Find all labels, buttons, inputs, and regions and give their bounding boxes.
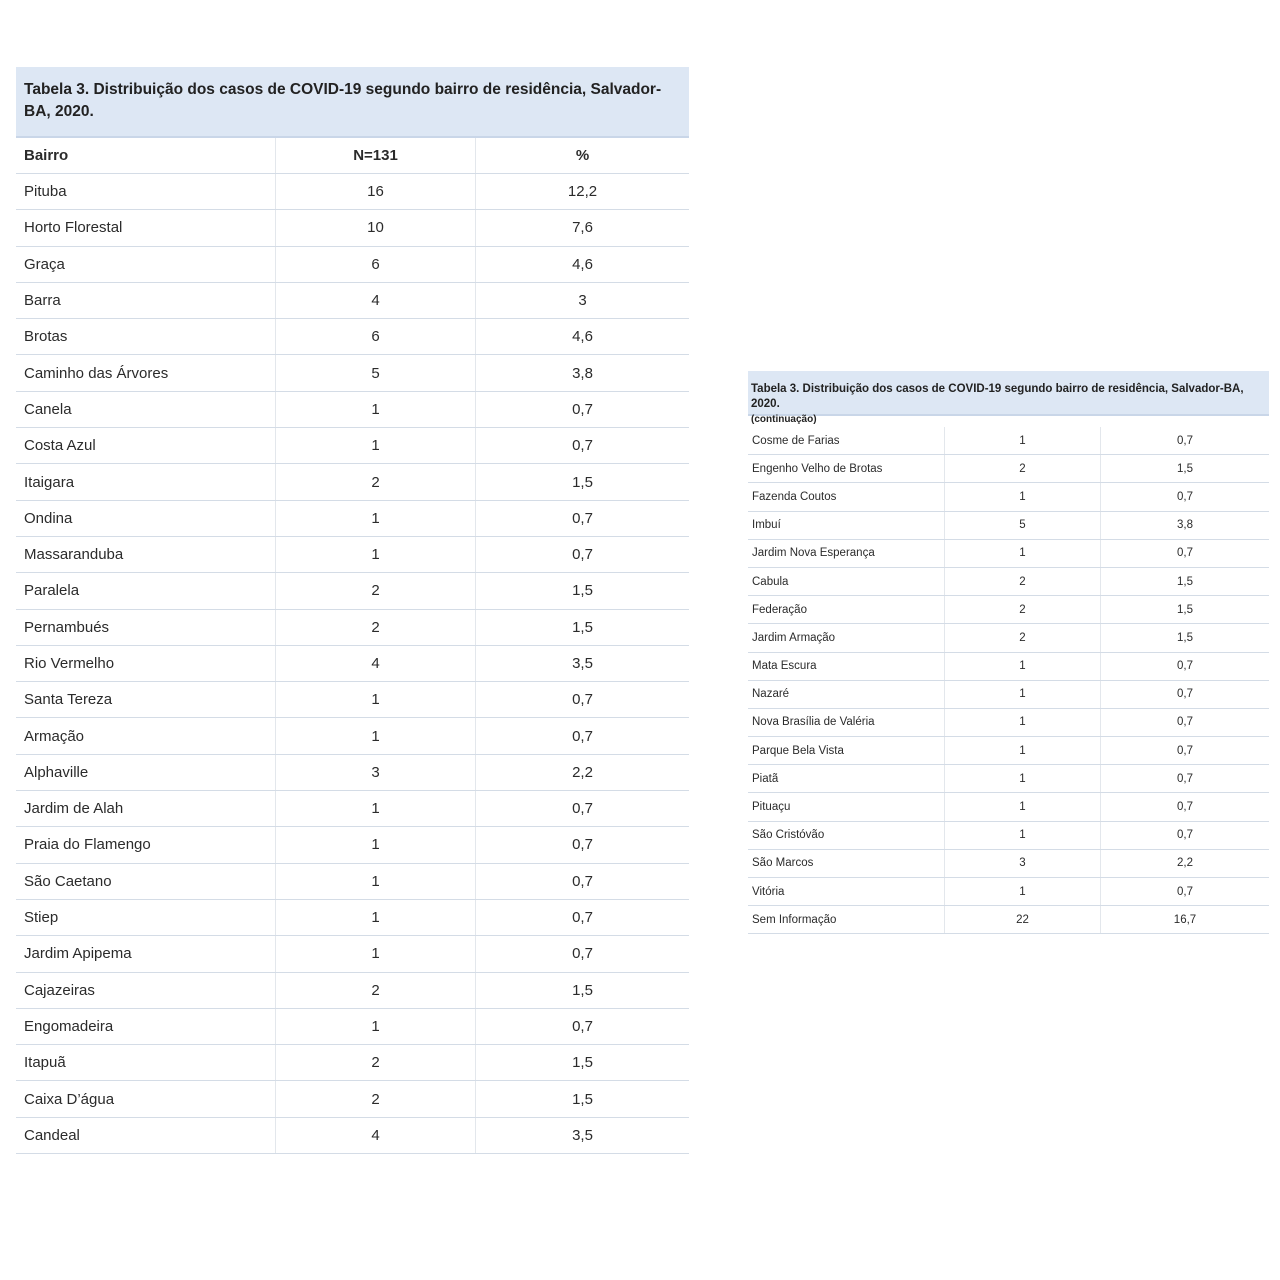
table-row [16, 428, 689, 464]
table-row [748, 680, 1269, 708]
cell-bairro: Jardim Nova Esperança [748, 539, 945, 567]
cell-percent: 0,7 [476, 718, 690, 754]
table-row [16, 936, 689, 972]
cell-bairro: Fazenda Coutos [748, 483, 945, 511]
cell-percent: 0,7 [476, 1008, 690, 1044]
table-caption: Tabela 3. Distribuição dos casos de COVID-19 segundo bairro de residência, Salvador-BA, 2020. [16, 67, 689, 138]
cell-percent: 0,7 [476, 863, 690, 899]
cell-percent: 1,5 [1101, 567, 1270, 595]
cell-bairro: Parque Bela Vista [748, 737, 945, 765]
header-n: N=131 [276, 138, 476, 174]
table-row [748, 878, 1269, 906]
caption-text: Tabela 3. Distribuição dos casos de COVID-19 segundo bairro de residência, Salvador-BA, 2020. [751, 383, 1244, 410]
cell-count: 10 [276, 210, 476, 246]
table-row [748, 427, 1269, 455]
header-bairro: Bairro [16, 138, 276, 174]
cell-bairro: Cosme de Farias [748, 427, 945, 455]
cell-count: 1 [276, 428, 476, 464]
cell-percent: 3 [476, 282, 690, 318]
cell-percent: 1,5 [476, 1081, 690, 1117]
cell-percent: 2,2 [1101, 849, 1270, 877]
cell-bairro: Mata Escura [748, 652, 945, 680]
cell-count: 1 [945, 680, 1101, 708]
cell-percent: 0,7 [476, 391, 690, 427]
cell-count: 1 [945, 652, 1101, 680]
cell-percent: 4,6 [476, 319, 690, 355]
cell-count: 5 [276, 355, 476, 391]
table-row [16, 1045, 689, 1081]
cell-percent: 0,7 [1101, 652, 1270, 680]
cell-bairro: Praia do Flamengo [16, 827, 276, 863]
cell-count: 6 [276, 246, 476, 282]
cell-bairro: Nazaré [748, 680, 945, 708]
cell-count: 2 [276, 972, 476, 1008]
cell-percent: 1,5 [476, 1045, 690, 1081]
cell-bairro: Ondina [16, 500, 276, 536]
cell-percent: 0,7 [1101, 708, 1270, 736]
table-left [16, 67, 689, 1154]
cell-bairro: Sem Informação [748, 906, 945, 934]
table-row [16, 282, 689, 318]
cell-percent: 0,7 [476, 500, 690, 536]
table-row [16, 391, 689, 427]
cell-bairro: Cabula [748, 567, 945, 595]
cases-table [16, 138, 689, 1154]
table-row [16, 1008, 689, 1044]
cell-bairro: Caixa D’água [16, 1081, 276, 1117]
cell-bairro: São Marcos [748, 849, 945, 877]
cell-count: 2 [276, 1045, 476, 1081]
cell-percent: 0,7 [1101, 427, 1270, 455]
cell-percent: 0,7 [476, 682, 690, 718]
cell-count: 4 [276, 645, 476, 681]
table-right [748, 371, 1269, 934]
cell-count: 1 [276, 863, 476, 899]
table-row [16, 682, 689, 718]
cell-count: 1 [276, 682, 476, 718]
cell-count: 16 [276, 174, 476, 210]
table-row [748, 455, 1269, 483]
cell-count: 3 [945, 849, 1101, 877]
cell-count: 2 [276, 609, 476, 645]
cell-bairro: Massaranduba [16, 536, 276, 572]
table-row [748, 793, 1269, 821]
cell-bairro: Piatã [748, 765, 945, 793]
cell-percent: 3,8 [1101, 511, 1270, 539]
table-row [748, 624, 1269, 652]
table-row [748, 652, 1269, 680]
cell-percent: 0,7 [1101, 483, 1270, 511]
cell-count: 1 [945, 427, 1101, 455]
cell-bairro: Engenho Velho de Brotas [748, 455, 945, 483]
cell-percent: 12,2 [476, 174, 690, 210]
cell-count: 1 [276, 936, 476, 972]
cell-percent: 4,6 [476, 246, 690, 282]
cell-percent: 1,5 [476, 972, 690, 1008]
cell-count: 5 [945, 511, 1101, 539]
table-row [748, 483, 1269, 511]
cell-bairro: Pituaçu [748, 793, 945, 821]
table-row [748, 821, 1269, 849]
cell-count: 22 [945, 906, 1101, 934]
table-row [16, 791, 689, 827]
cell-count: 1 [276, 827, 476, 863]
cell-bairro: São Caetano [16, 863, 276, 899]
cell-bairro: Pituba [16, 174, 276, 210]
cell-count: 1 [276, 791, 476, 827]
cell-bairro: Jardim de Alah [16, 791, 276, 827]
cell-bairro: Pernambués [16, 609, 276, 645]
cell-percent: 1,5 [1101, 596, 1270, 624]
cell-bairro: Federação [748, 596, 945, 624]
table-body [748, 427, 1269, 934]
cell-percent: 0,7 [476, 428, 690, 464]
cell-percent: 0,7 [476, 899, 690, 935]
cell-count: 6 [276, 319, 476, 355]
cell-bairro: Rio Vermelho [16, 645, 276, 681]
cell-count: 4 [276, 282, 476, 318]
cell-bairro: Candeal [16, 1117, 276, 1153]
cell-count: 1 [945, 765, 1101, 793]
cell-percent: 0,7 [1101, 539, 1270, 567]
cell-count: 1 [276, 500, 476, 536]
table-row [16, 863, 689, 899]
cell-count: 2 [945, 596, 1101, 624]
table-row [748, 511, 1269, 539]
cell-bairro: Cajazeiras [16, 972, 276, 1008]
cell-percent: 1,5 [476, 609, 690, 645]
cell-bairro: Caminho das Árvores [16, 355, 276, 391]
cell-count: 1 [945, 821, 1101, 849]
table-row [16, 319, 689, 355]
table-row [748, 708, 1269, 736]
cell-bairro: Alphaville [16, 754, 276, 790]
cell-percent: 0,7 [476, 791, 690, 827]
cell-count: 2 [945, 455, 1101, 483]
cell-count: 2 [945, 567, 1101, 595]
cell-count: 2 [276, 464, 476, 500]
cell-bairro: Jardim Armação [748, 624, 945, 652]
cell-count: 2 [276, 573, 476, 609]
table-row [16, 972, 689, 1008]
cell-bairro: Jardim Apipema [16, 936, 276, 972]
cell-percent: 3,5 [476, 645, 690, 681]
cell-percent: 0,7 [1101, 878, 1270, 906]
cell-bairro: Nova Brasília de Valéria [748, 708, 945, 736]
cell-count: 1 [945, 708, 1101, 736]
table-row [16, 827, 689, 863]
table-row [748, 906, 1269, 934]
table-row [16, 464, 689, 500]
header-row [16, 138, 689, 174]
cell-percent: 0,7 [476, 936, 690, 972]
cell-bairro: Canela [16, 391, 276, 427]
cell-count: 1 [945, 539, 1101, 567]
cell-bairro: Brotas [16, 319, 276, 355]
table-row [748, 849, 1269, 877]
cell-percent: 2,2 [476, 754, 690, 790]
cell-bairro: Graça [16, 246, 276, 282]
table-row [748, 539, 1269, 567]
cell-bairro: Costa Azul [16, 428, 276, 464]
cell-bairro: Itaigara [16, 464, 276, 500]
cell-bairro: Santa Tereza [16, 682, 276, 718]
table-row [16, 355, 689, 391]
cell-percent: 1,5 [476, 464, 690, 500]
table-row [16, 609, 689, 645]
cell-percent: 0,7 [476, 536, 690, 572]
cell-count: 2 [276, 1081, 476, 1117]
cell-bairro: Armação [16, 718, 276, 754]
cell-count: 1 [276, 718, 476, 754]
cell-percent: 16,7 [1101, 906, 1270, 934]
table-row [16, 246, 689, 282]
cases-table-continued [748, 427, 1269, 934]
table-row [16, 1081, 689, 1117]
cell-count: 2 [945, 624, 1101, 652]
cell-bairro: Stiep [16, 899, 276, 935]
cell-percent: 0,7 [1101, 821, 1270, 849]
table-row [16, 718, 689, 754]
cell-percent: 1,5 [1101, 624, 1270, 652]
table-row [16, 500, 689, 536]
cell-count: 1 [276, 899, 476, 935]
cell-bairro: Imbuí [748, 511, 945, 539]
cell-count: 1 [945, 737, 1101, 765]
cell-percent: 0,7 [1101, 765, 1270, 793]
cell-percent: 0,7 [1101, 680, 1270, 708]
cell-count: 1 [276, 1008, 476, 1044]
cell-bairro: Vitória [748, 878, 945, 906]
table-row [16, 899, 689, 935]
table-row [16, 174, 689, 210]
table-body [16, 174, 689, 1154]
table-row [748, 737, 1269, 765]
cell-count: 4 [276, 1117, 476, 1153]
cell-percent: 7,6 [476, 210, 690, 246]
cell-bairro: Paralela [16, 573, 276, 609]
cell-percent: 0,7 [476, 827, 690, 863]
table-row [16, 210, 689, 246]
table-row [16, 1117, 689, 1153]
cell-count: 1 [276, 536, 476, 572]
cell-percent: 0,7 [1101, 793, 1270, 821]
table-row [748, 596, 1269, 624]
table-row [16, 645, 689, 681]
cell-count: 3 [276, 754, 476, 790]
cell-count: 1 [945, 793, 1101, 821]
table-row [748, 567, 1269, 595]
cell-percent: 1,5 [1101, 455, 1270, 483]
cell-bairro: Engomadeira [16, 1008, 276, 1044]
cell-count: 1 [276, 391, 476, 427]
cell-percent: 1,5 [476, 573, 690, 609]
cell-count: 1 [945, 878, 1101, 906]
table-caption-continued [748, 371, 1269, 425]
header-percent: % [476, 138, 690, 174]
cell-bairro: Itapuã [16, 1045, 276, 1081]
cell-percent: 3,8 [476, 355, 690, 391]
cell-bairro: Barra [16, 282, 276, 318]
cell-bairro: Horto Florestal [16, 210, 276, 246]
caption-continuation: (continuação) [751, 414, 817, 425]
table-row [16, 754, 689, 790]
cell-percent: 3,5 [476, 1117, 690, 1153]
cell-count: 1 [945, 483, 1101, 511]
table-row [16, 536, 689, 572]
table-row [16, 573, 689, 609]
table-row [748, 765, 1269, 793]
cell-percent: 0,7 [1101, 737, 1270, 765]
cell-bairro: São Cristóvão [748, 821, 945, 849]
